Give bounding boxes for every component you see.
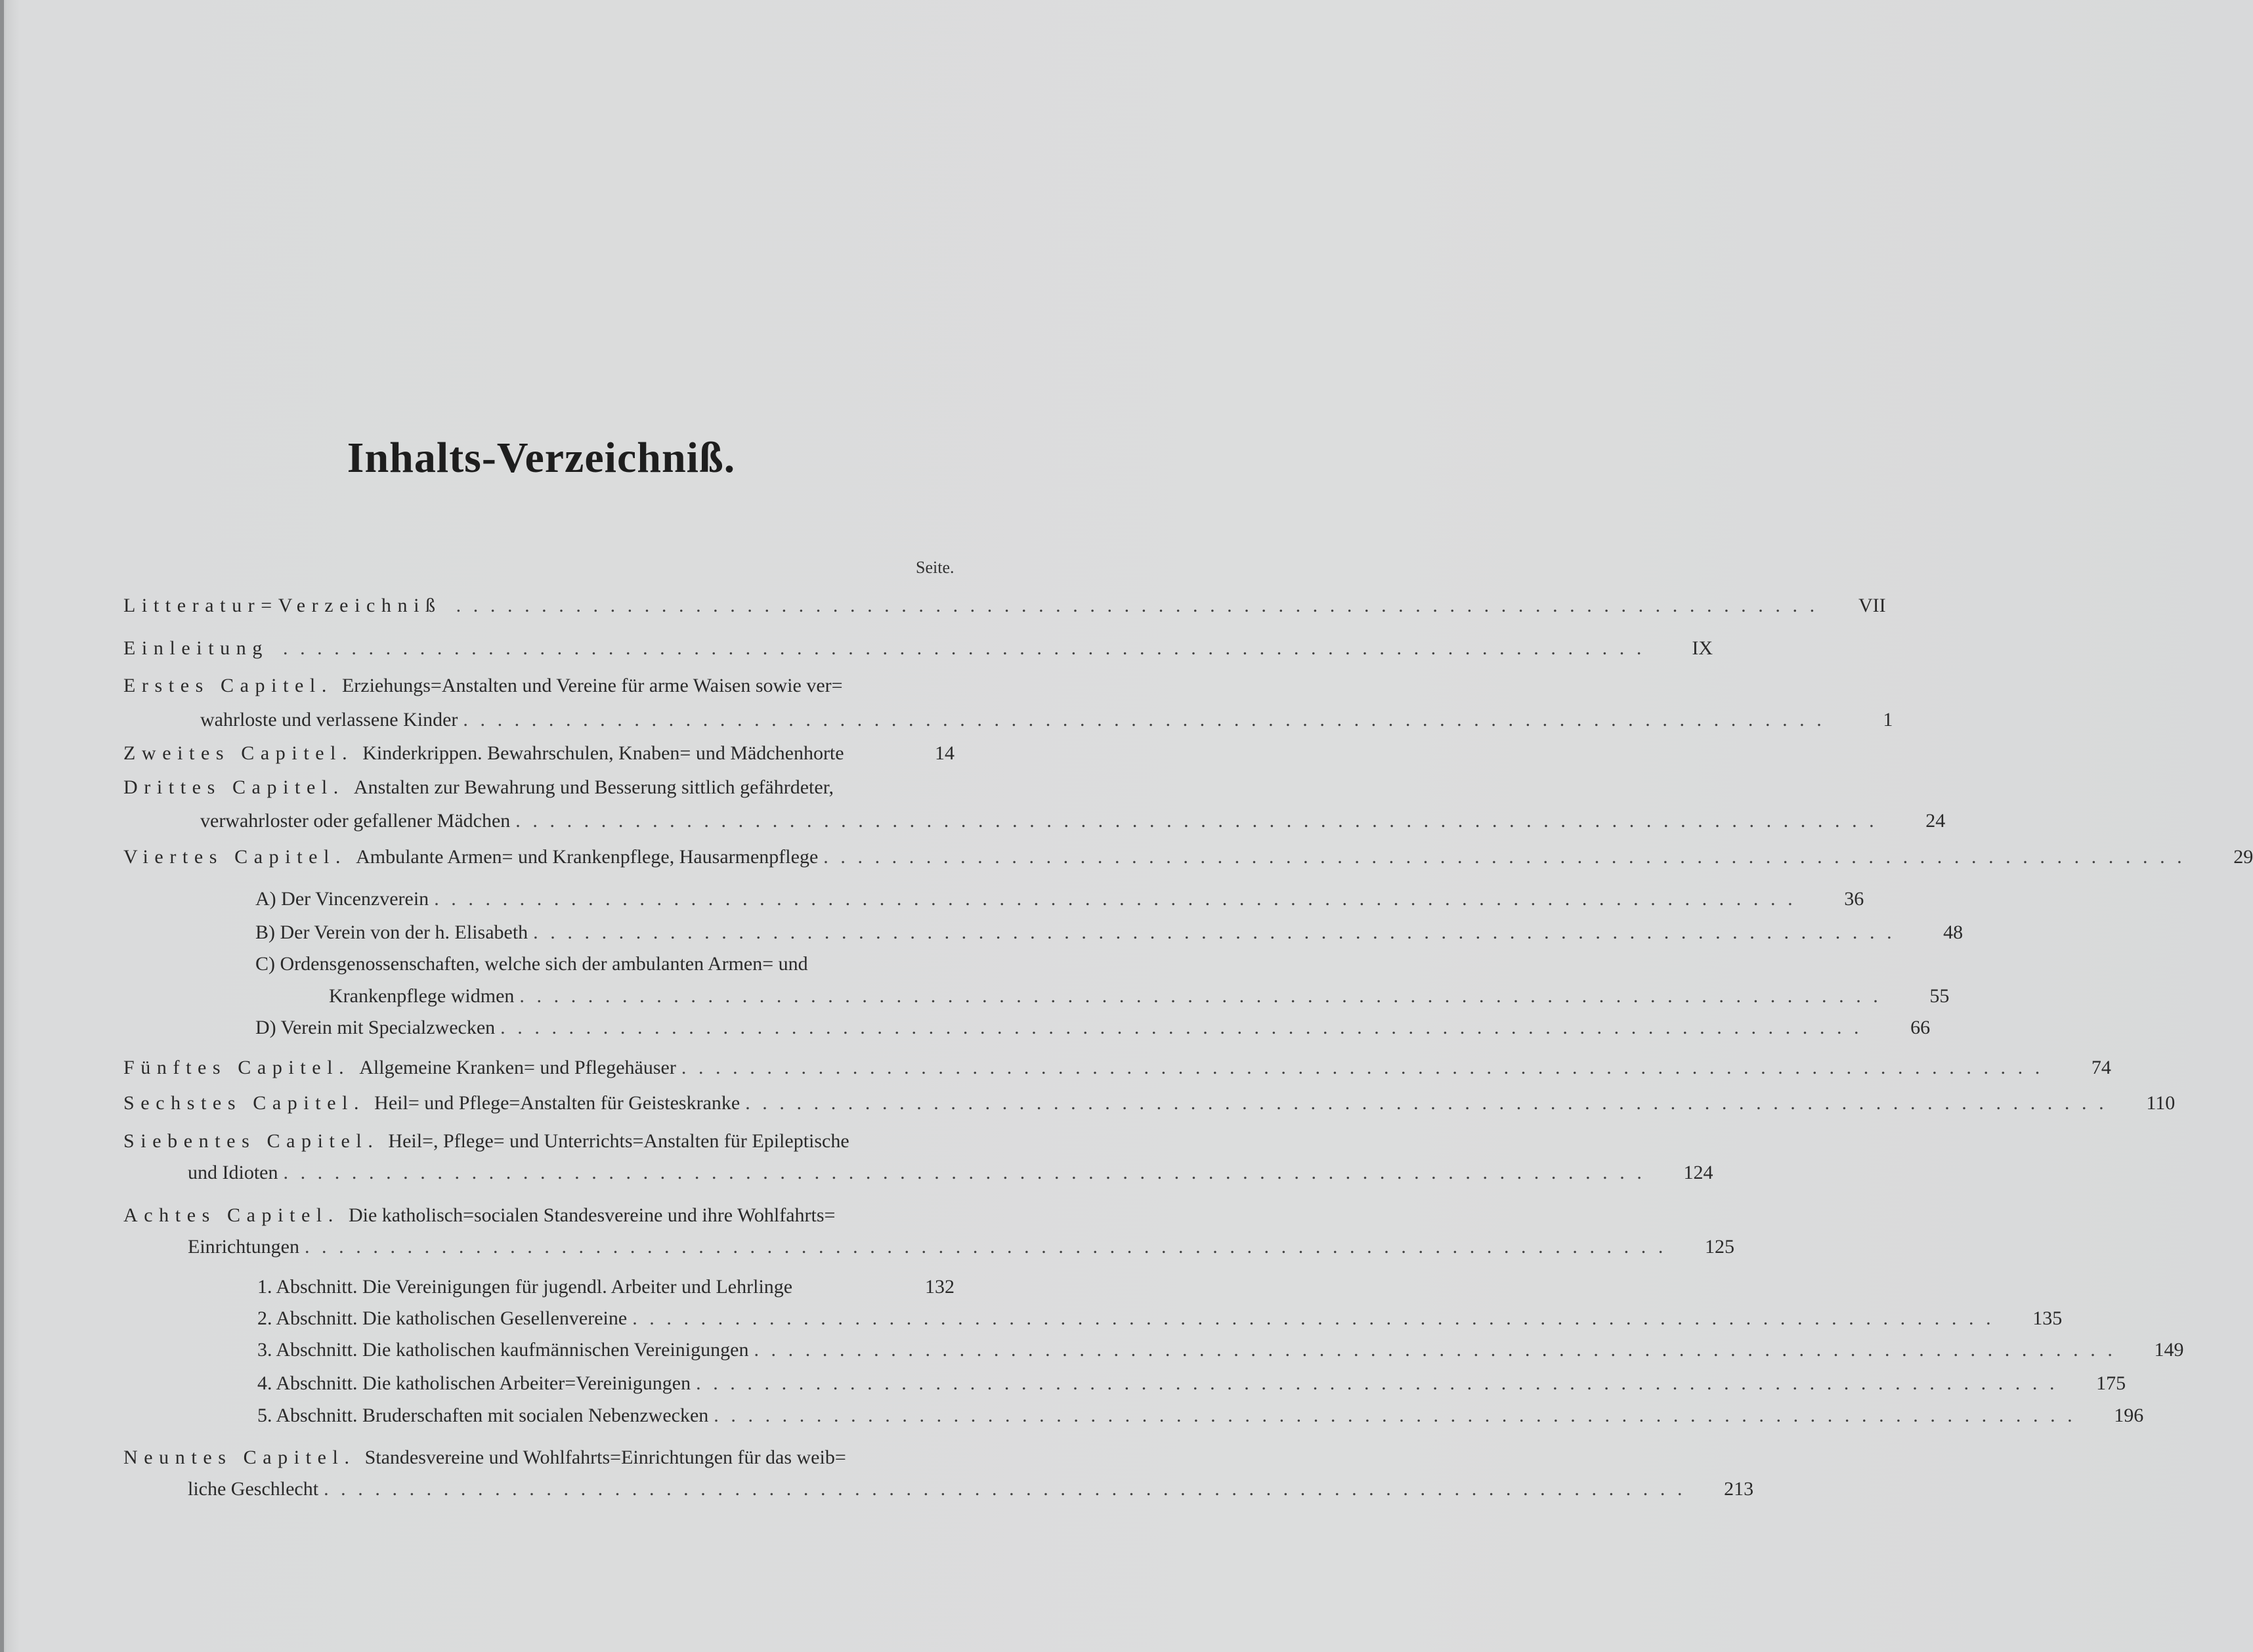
page-number: 175 <box>2096 1372 2126 1394</box>
entry-title: Einrichtungen <box>188 1236 299 1258</box>
toc-entry <box>257 1339 2184 1365</box>
entry-title: Die katholisch=socialen Standesvereine und ihre Wohlfahrts= <box>348 1204 836 1226</box>
chapter-label: Neuntes Capitel. <box>123 1447 356 1468</box>
toc-entry <box>255 888 1864 914</box>
toc-entry-text <box>257 1372 2067 1395</box>
page-number: 196 <box>2114 1405 2144 1426</box>
toc-entry <box>123 846 2253 872</box>
entry-title: Standesvereine und Wohlfahrts=Einrichtungen für das weib= <box>364 1447 846 1468</box>
toc-entry <box>188 1236 1734 1262</box>
entry-title: A) Der Vincenzverein <box>255 888 429 910</box>
entry-title: Heil=, Pflege= und Unterrichts=Anstalten für Epileptische <box>388 1130 849 1152</box>
toc-entry <box>257 1405 2144 1431</box>
dot-leader: ................................................................................ <box>519 985 1891 1007</box>
dot-leader: ................................................................................ <box>456 595 1827 616</box>
toc-entry <box>123 742 955 769</box>
toc-entry <box>123 1130 955 1156</box>
toc-entry-text <box>123 637 1654 660</box>
dot-leader: ................................................................................ <box>324 1478 1695 1500</box>
toc-entry-text <box>123 742 895 765</box>
toc-entry-text <box>123 846 2194 868</box>
toc-entry-text <box>123 1204 895 1227</box>
page-number: 24 <box>1925 810 1946 832</box>
entry-title: D) Verein mit Specialzwecken <box>255 1017 496 1038</box>
chapter-label: Sechstes Capitel. <box>123 1092 366 1114</box>
toc-entry <box>188 1478 1754 1504</box>
toc-entry-text <box>123 1057 2052 1079</box>
toc-entry-text <box>188 1478 1694 1500</box>
chapter-label: Siebentes Capitel. <box>123 1130 379 1152</box>
entry-title: 1. Abschnitt. Die Vereinigungen für jugendl. Arbeiter und Lehrlinge <box>257 1276 793 1298</box>
chapter-label: Zweites Capitel. <box>123 742 354 764</box>
dot-leader: ................................................................................ <box>696 1372 2067 1394</box>
toc-entry-text <box>123 776 895 799</box>
toc-entry-text <box>329 985 1890 1007</box>
dot-leader: ................................................................................ <box>500 1017 1872 1038</box>
toc-entry-text <box>255 1017 1871 1039</box>
entry-title: wahrloste und verlassene Kinder <box>200 709 458 731</box>
toc-entry <box>123 1447 955 1473</box>
page-number: 132 <box>925 1276 955 1298</box>
page-number: 135 <box>2032 1307 2063 1329</box>
toc-entry <box>257 1372 2126 1399</box>
toc-entry-text <box>255 921 1904 944</box>
dot-leader: ................................................................................ <box>515 810 1887 832</box>
toc-entry <box>255 1017 1931 1043</box>
page-number: 124 <box>1683 1162 1713 1183</box>
dot-leader: ................................................................................ <box>533 921 1904 943</box>
chapter-label: Einleitung <box>123 637 268 659</box>
page-title: Inhalts-Verzeichniß. <box>347 434 736 482</box>
toc-entry-text <box>123 1447 895 1469</box>
toc-entry-text <box>123 595 1827 617</box>
entry-title: Allgemeine Kranken= und Pflegehäuser <box>359 1057 676 1078</box>
toc-entry-text <box>257 1405 2084 1427</box>
toc-entry <box>200 810 1946 836</box>
toc-entry <box>200 709 1893 735</box>
page-number: IX <box>1692 637 1713 659</box>
toc-entry-text <box>123 1092 2116 1114</box>
entry-title: 4. Abschnitt. Die katholischen Arbeiter=Vereinigungen <box>257 1372 691 1394</box>
dot-leader: ................................................................................ <box>754 1339 2125 1361</box>
entry-title: Ambulante Armen= und Krankenpflege, Hausarmenpflege <box>356 846 819 868</box>
toc-entry-text <box>257 1276 895 1298</box>
dot-leader: ................................................................................ <box>283 1162 1654 1183</box>
page-number: 36 <box>1844 888 1864 910</box>
toc-entry-text <box>123 1130 895 1153</box>
dot-leader: ................................................................................ <box>745 1092 2116 1114</box>
toc-entry <box>257 1307 2063 1334</box>
entry-title: Heil= und Pflege=Anstalten für Geisteskranke <box>374 1092 740 1114</box>
toc-entry-text <box>200 810 1886 832</box>
dot-leader: ................................................................................ <box>632 1307 2004 1329</box>
page-number: VII <box>1858 595 1886 616</box>
toc-entry-text <box>123 675 895 697</box>
page-number: 55 <box>1929 985 1950 1007</box>
page-number: 1 <box>1883 709 1893 731</box>
toc-entry <box>123 595 1886 621</box>
toc-entry <box>123 1057 2111 1083</box>
chapter-label: Erstes Capitel. <box>123 675 333 696</box>
toc-entry <box>257 1276 955 1302</box>
dot-leader: ................................................................................ <box>304 1236 1675 1258</box>
dot-leader: ................................................................................ <box>681 1057 2052 1078</box>
toc-entry-text <box>257 1339 2124 1361</box>
toc-entry <box>188 1162 1713 1188</box>
toc-entry-text <box>188 1236 1675 1258</box>
page-number: 29 <box>2233 846 2253 868</box>
toc-entry <box>329 985 1950 1011</box>
chapter-label: Viertes Capitel. <box>123 846 347 868</box>
toc-entry-text <box>255 888 1805 910</box>
toc-entry <box>123 1092 2176 1118</box>
entry-title: Erziehungs=Anstalten und Vereine für arme Waisen sowie ver= <box>341 675 843 696</box>
page-edge <box>0 0 4 1652</box>
page-number: 48 <box>1943 921 1963 943</box>
page-number: 66 <box>1910 1017 1931 1038</box>
dot-leader: ................................................................................ <box>434 888 1805 910</box>
chapter-label: Achtes Capitel. <box>123 1204 339 1226</box>
chapter-label: Drittes Capitel. <box>123 776 345 798</box>
entry-title: Krankenpflege widmen <box>329 985 515 1007</box>
page-number: 149 <box>2154 1339 2184 1361</box>
toc-entry <box>123 776 955 803</box>
dot-leader: ................................................................................ <box>823 846 2195 868</box>
entry-title: 3. Abschnitt. Die katholischen kaufmännischen Vereinigungen <box>257 1339 749 1361</box>
page-column-header: Seite. <box>916 558 955 577</box>
chapter-label: Litteratur=Verzeichniß <box>123 595 442 616</box>
toc-entry <box>255 953 955 979</box>
page-number: 213 <box>1724 1478 1754 1500</box>
entry-title: C) Ordensgenossenschaften, welche sich der ambulanten Armen= und <box>255 953 808 975</box>
toc-entry-text <box>255 953 895 975</box>
toc-entry-text <box>200 709 1834 731</box>
entry-title: 2. Abschnitt. Die katholischen Gesellenvereine <box>257 1307 628 1329</box>
toc-entry-text <box>188 1162 1654 1184</box>
dot-leader: ................................................................................ <box>282 637 1654 659</box>
toc-entry <box>123 675 955 701</box>
toc-entry <box>123 637 1713 664</box>
entry-title: und Idioten <box>188 1162 278 1183</box>
entry-title: Anstalten zur Bewahrung und Besserung sittlich gefährdeter, <box>353 776 834 798</box>
entry-title: liche Geschlecht <box>188 1478 319 1500</box>
entry-title: verwahrloster oder gefallener Mädchen <box>200 810 511 832</box>
entry-title: Kinderkrippen. Bewahrschulen, Knaben= und Mädchenhorte <box>362 742 844 764</box>
entry-title: 5. Abschnitt. Bruderschaften mit socialen Nebenzwecken <box>257 1405 709 1426</box>
page-number: 125 <box>1704 1236 1734 1258</box>
dot-leader: ................................................................................ <box>714 1405 2085 1426</box>
toc-entry <box>255 921 1963 948</box>
page-number: 74 <box>2091 1057 2111 1078</box>
dot-leader: ................................................................................ <box>463 709 1834 731</box>
page-number: 110 <box>2146 1092 2176 1114</box>
page-number: 14 <box>935 742 955 764</box>
entry-title: B) Der Verein von der h. Elisabeth <box>255 921 528 943</box>
chapter-label: Fünftes Capitel. <box>123 1057 351 1078</box>
toc-entry-text <box>257 1307 2003 1330</box>
toc-entry <box>123 1204 955 1231</box>
